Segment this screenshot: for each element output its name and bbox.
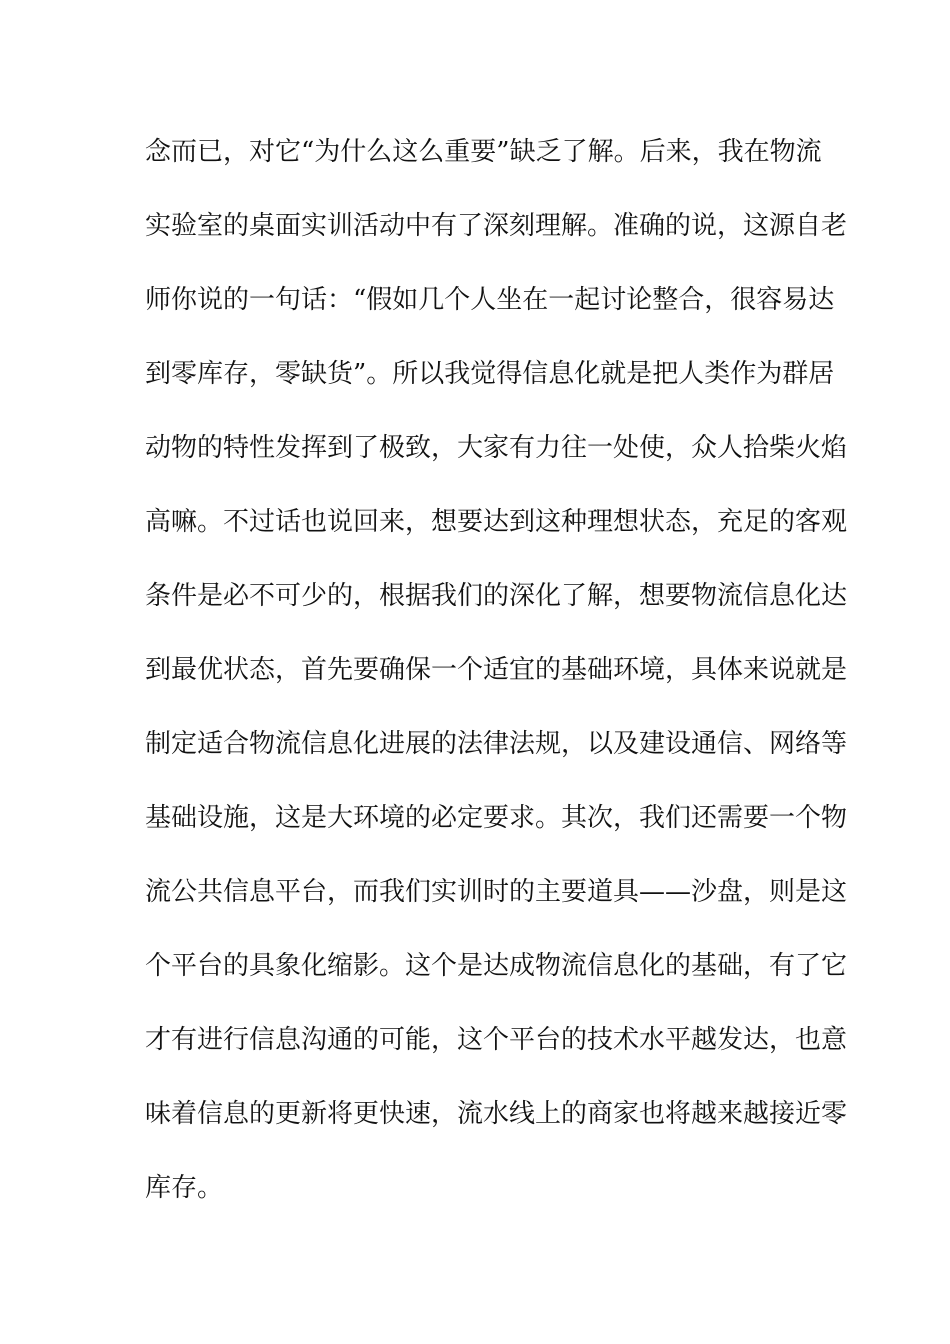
text-line: 流公共信息平台，而我们实训时的主要道具——沙盘，则是这	[145, 877, 848, 907]
text-line: 基础设施，这是大环境的必定要求。其次，我们还需要一个物	[145, 803, 848, 833]
text-line: 个平台的具象化缩影。这个是达成物流信息化的基础，有了它	[145, 951, 848, 981]
text-line: 师你说的一句话：“假如几个人坐在一起讨论整合，很容易达	[145, 285, 835, 315]
text-line: 到最优状态，首先要确保一个适宜的基础环境，具体来说就是	[145, 655, 848, 685]
text-line: 才有进行信息沟通的可能，这个平台的技术水平越发达，也意	[145, 1025, 848, 1055]
text-line: 高嘛。不过话也说回来，想要达到这种理想状态，充足的客观	[145, 507, 848, 537]
text-line: 实验室的桌面实训活动中有了深刻理解。准确的说，这源自老	[145, 211, 848, 241]
text-line: 到零库存，零缺货”。所以我觉得信息化就是把人类作为群居	[145, 359, 835, 389]
text-line: 库存。	[145, 1173, 224, 1203]
text-line: 味着信息的更新将更快速，流水线上的商家也将越来越接近零	[145, 1099, 848, 1129]
body-text	[145, 134, 848, 1244]
text-line: 念而已，对它“为什么这么重要”缺乏了解。后来，我在物流	[145, 137, 822, 167]
text-line: 条件是必不可少的，根据我们的深化了解，想要物流信息化达	[145, 581, 848, 611]
text-line: 动物的特性发挥到了极致，大家有力往一处使，众人拾柴火焰	[145, 433, 848, 463]
text-line: 制定适合物流信息化进展的法律法规，以及建设通信、网络等	[145, 729, 848, 759]
